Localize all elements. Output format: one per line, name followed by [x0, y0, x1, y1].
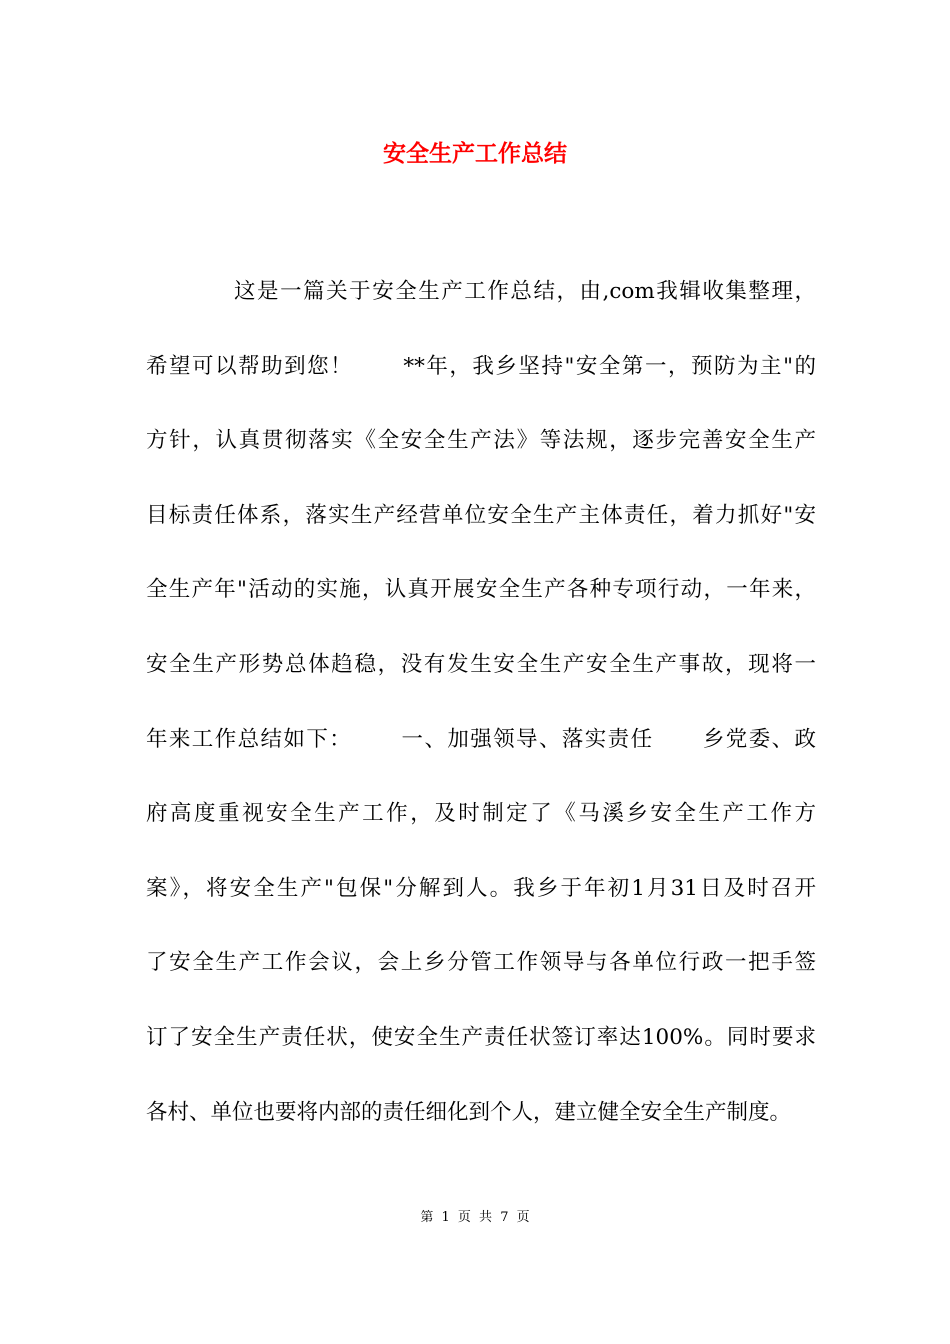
body-line: 全生产年"活动的实施，认真开展安全生产各种专项行动，一年来，: [146, 577, 816, 603]
body-line: 了安全生产工作会议，会上乡分管工作领导与各单位行政一把手签: [146, 950, 816, 976]
body-line: 订了安全生产责任状，使安全生产责任状签订率达100%。同时要求: [146, 1024, 816, 1050]
document-body: [146, 272, 816, 1167]
document-title: 安全生产工作总结: [383, 141, 567, 167]
body-line: 年来工作总结如下： 一、加强领导、落实责任 乡党委、政: [146, 726, 816, 752]
body-line: 目标责任体系，落实生产经营单位安全生产主体责任，着力抓好"安: [146, 502, 816, 528]
body-line: 各村、单位也要将内部的责任细化到个人，建立健全安全生产制度。: [146, 1099, 792, 1125]
page-number-footer: 第 1 页 共 7 页: [420, 1210, 530, 1225]
body-line: 方针，认真贯彻落实《全安全生产法》等法规，逐步完善安全生产: [146, 428, 816, 454]
body-line: 这是一篇关于安全生产工作总结，由,com我辑收集整理，: [234, 279, 816, 304]
body-line: 安全生产形势总体趋稳，没有发生安全生产安全生产事故，现将一: [146, 651, 816, 677]
body-line: 案》，将安全生产"包保"分解到人。我乡于年初1月31日及时召开: [146, 875, 816, 901]
body-line: 府高度重视安全生产工作，及时制定了《马溪乡安全生产工作方: [146, 801, 816, 827]
body-line: 希望可以帮助到您！ **年，我乡坚持"安全第一，预防为主"的: [146, 353, 816, 379]
